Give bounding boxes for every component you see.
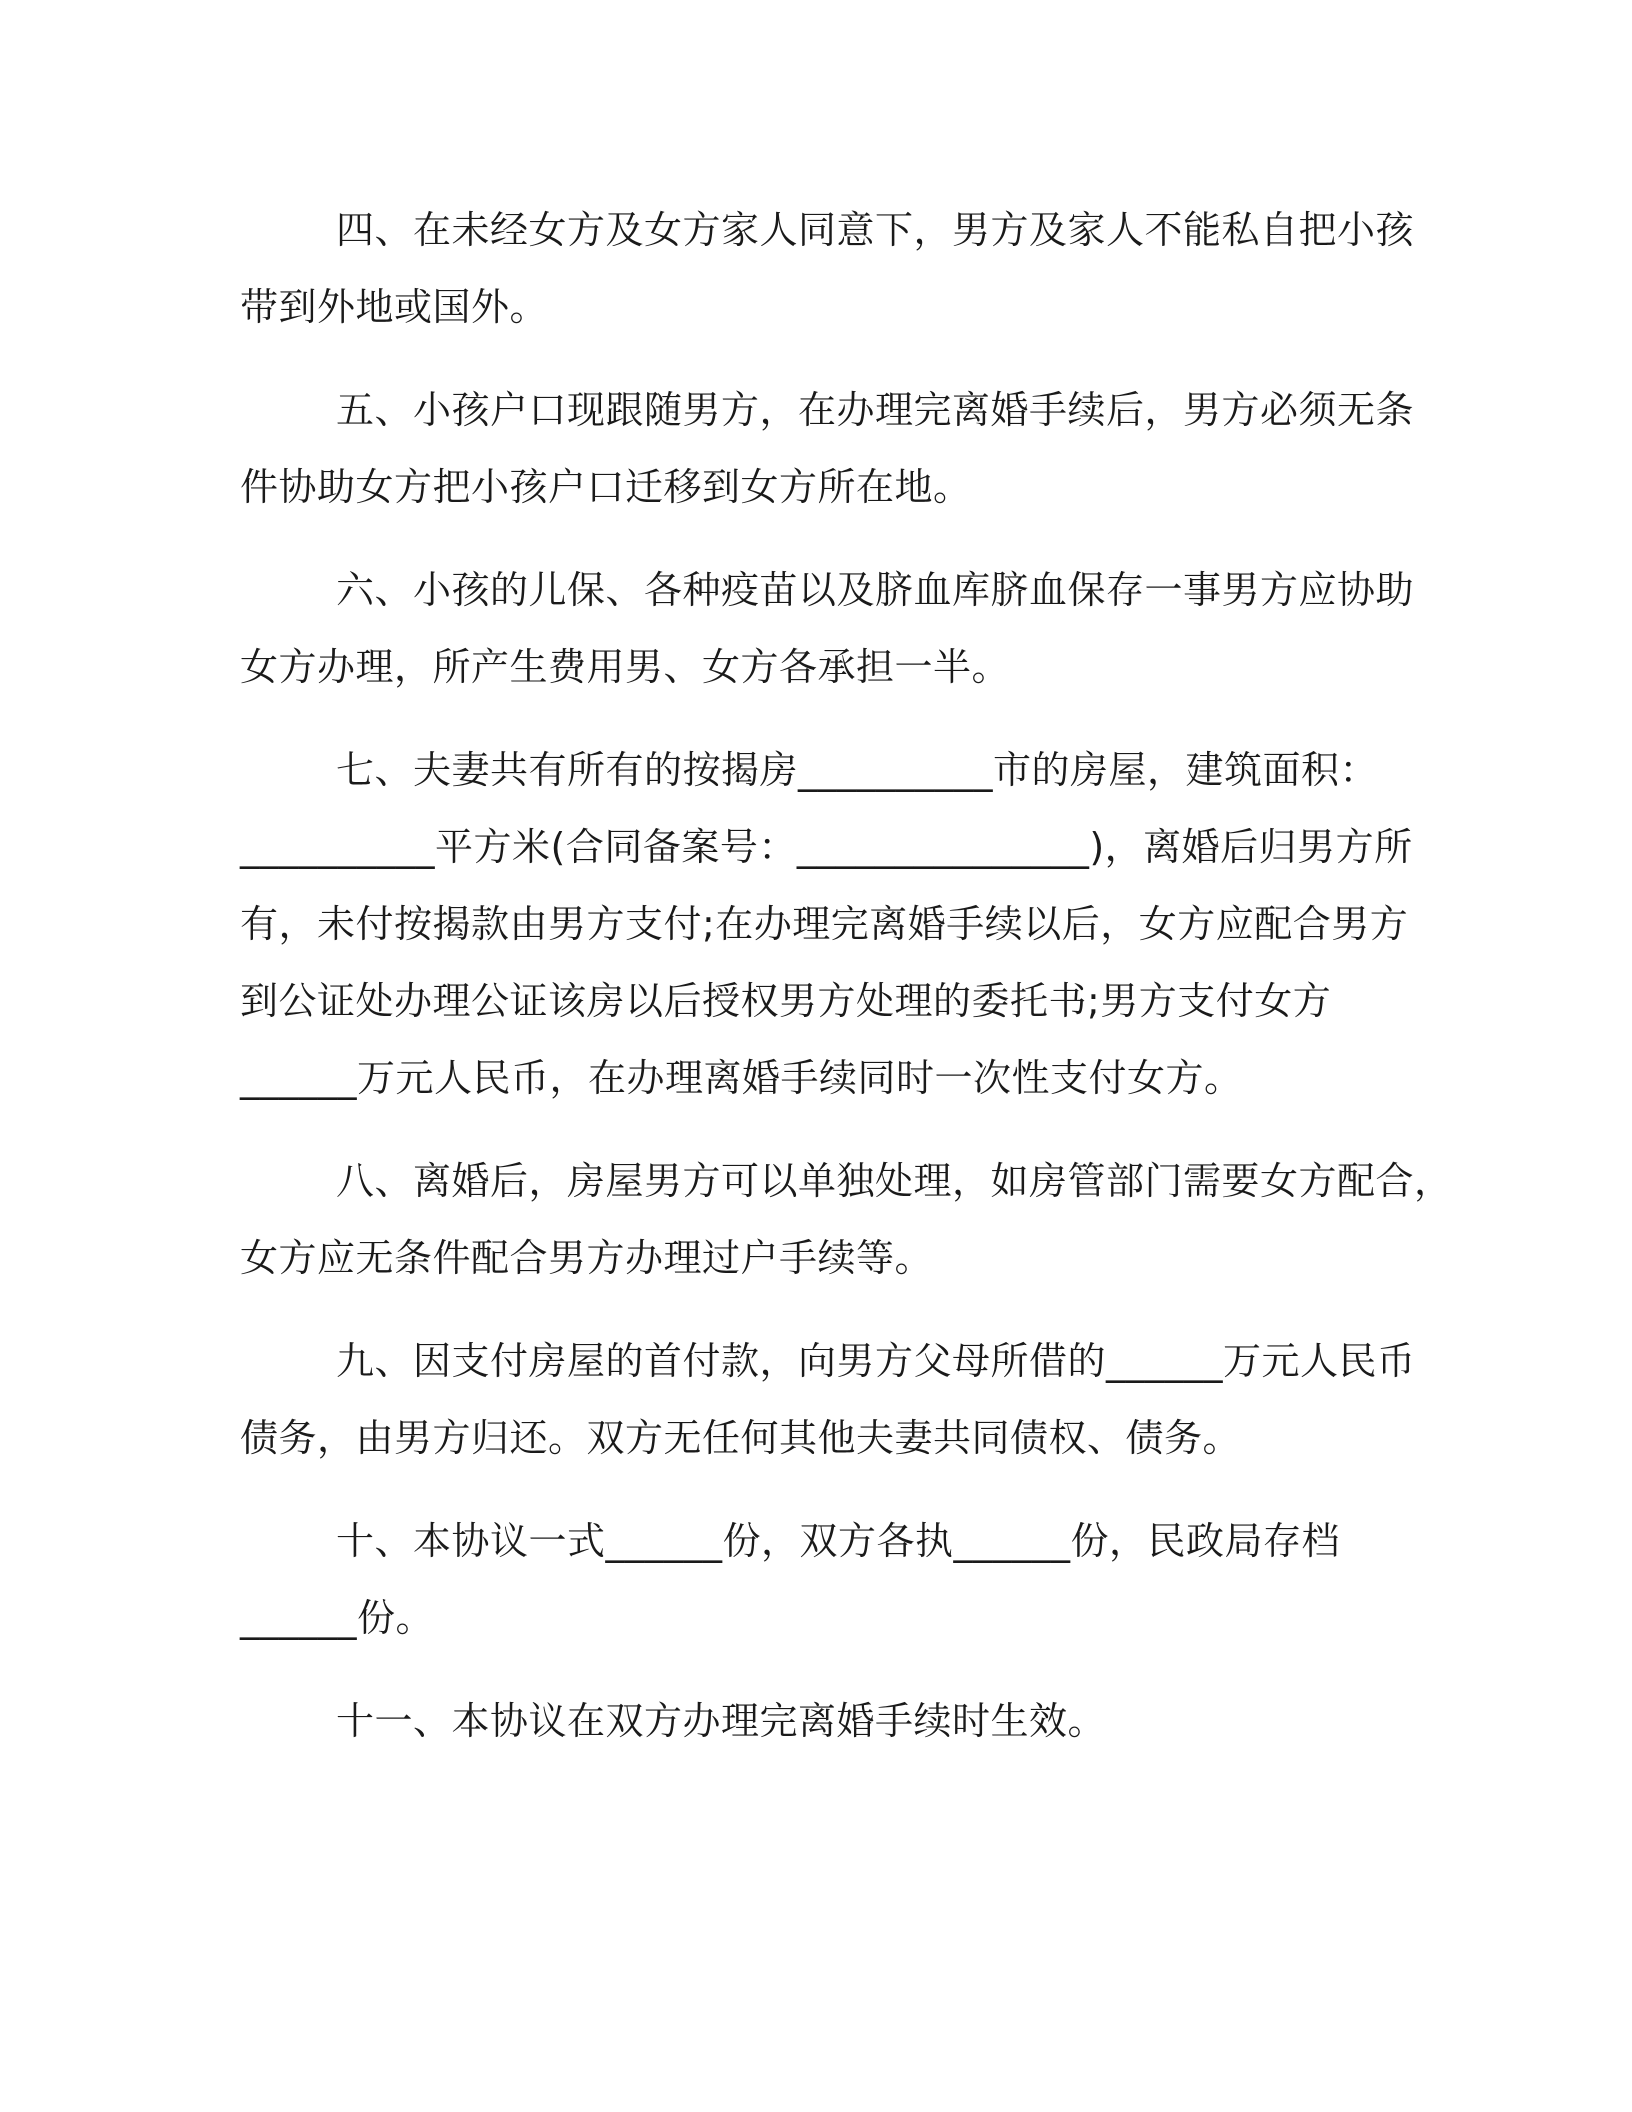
clause-5	[240, 372, 1415, 526]
clause-4	[240, 192, 1415, 346]
clause-7	[240, 732, 1413, 1117]
clause-line: 女方应无条件配合男方办理过户手续等。	[240, 1236, 934, 1280]
clause-line: 带到外地或国外。	[240, 285, 549, 329]
clause-line: 四、在未经女方及女方家人同意下，男方及家人不能私自把小孩	[336, 208, 1415, 252]
clause-line: 八、离婚后，房屋男方可以单独处理，如房管部门需要女方配合，	[336, 1159, 1453, 1203]
clause-line: 十一、本协议在双方办理完离婚手续时生效。	[336, 1699, 1107, 1743]
clause-9	[240, 1323, 1416, 1477]
clause-line: 债务，由男方归还。双方无任何其他夫妻共同债权、债务。	[240, 1416, 1242, 1460]
clause-line: ______万元人民币，在办理离婚手续同时一次性支付女方。	[240, 1056, 1243, 1100]
clause-line: 九、因支付房屋的首付款，向男方父母所借的______万元人民币	[336, 1339, 1416, 1383]
clause-line: __________平方米(合同备案号：_______________)，离婚后归男方所	[240, 825, 1413, 869]
clause-line: ______份。	[240, 1596, 435, 1640]
clause-line: 有，未付按揭款由男方支付;在办理完离婚手续以后，女方应配合男方	[240, 902, 1409, 946]
clause-8	[240, 1143, 1453, 1297]
clause-line: 到公证处办理公证该房以后授权男方处理的委托书;男方支付女方	[240, 979, 1332, 1023]
clause-line: 七、夫妻共有所有的按揭房__________市的房屋，建筑面积：	[336, 748, 1379, 792]
clause-line: 六、小孩的儿保、各种疫苗以及脐血库脐血保存一事男方应协助	[336, 568, 1415, 612]
clause-11	[240, 1683, 1400, 1760]
clause-10	[240, 1503, 1400, 1657]
document-body	[240, 192, 1453, 1786]
clause-line: 五、小孩户口现跟随男方，在办理完离婚手续后，男方必须无条	[336, 388, 1415, 432]
clause-line: 十、本协议一式______份，双方各执______份，民政局存档	[336, 1519, 1341, 1563]
clause-line: 件协助女方把小孩户口迁移到女方所在地。	[240, 465, 972, 509]
clause-line: 女方办理，所产生费用男、女方各承担一半。	[240, 645, 1011, 689]
clause-6	[240, 552, 1415, 706]
